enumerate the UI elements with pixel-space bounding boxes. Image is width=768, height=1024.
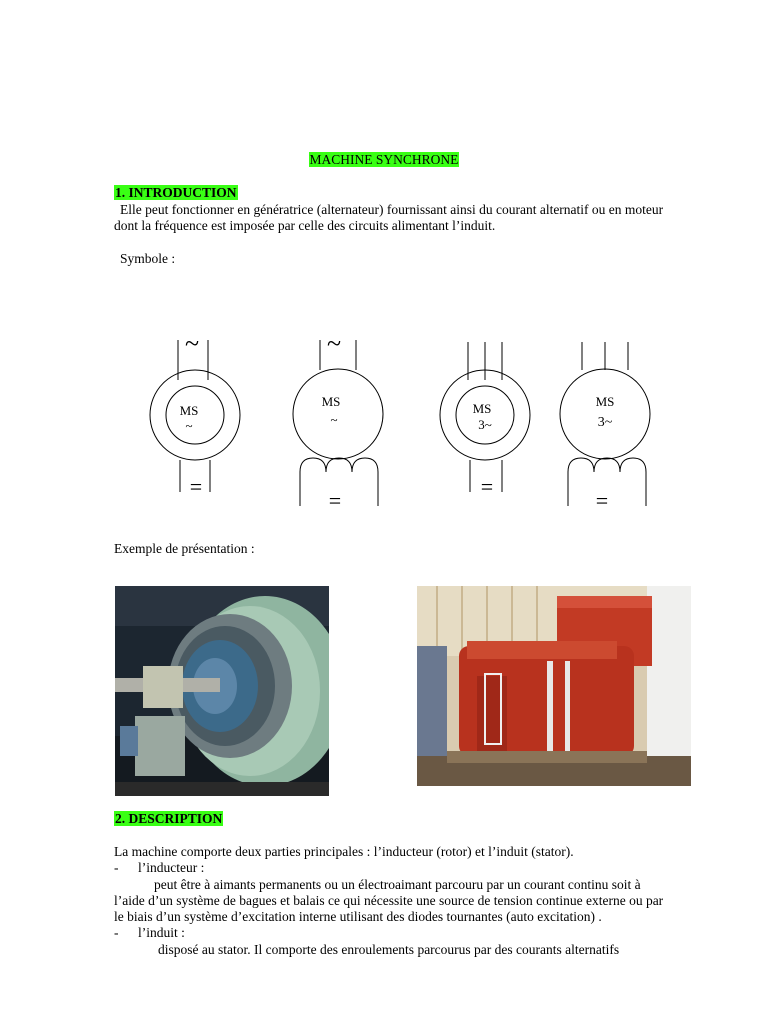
bullet-dash: -	[114, 925, 119, 940]
symbol-ms-three-phase-winding	[550, 330, 660, 510]
symbol-label: Symbole :	[120, 251, 176, 266]
description-line1: La machine comporte deux parties principales : l’inducteur (rotor) et l’induit (stator).	[114, 844, 574, 859]
svg-text:=: =	[595, 488, 609, 510]
svg-text:~: ~	[326, 330, 342, 358]
svg-text:=: =	[480, 474, 494, 499]
induit-line1: disposé au stator. Il comporte des enroulements parcourus par des courants alternatifs	[158, 942, 620, 957]
intro-paragraph-line1: Elle peut fonctionner en génératrice (alternateur) fournissant ainsi du courant alternatif ou en moteur	[120, 202, 664, 217]
svg-text:MS: MS	[179, 403, 199, 418]
section-heading-introduction: 1. INTRODUCTION	[115, 185, 237, 200]
example-label: Exemple de présentation :	[114, 541, 255, 556]
svg-text:~: ~	[185, 418, 193, 433]
page-title: MACHINE SYNCHRONE	[309, 152, 459, 167]
symbol-ms-single-phase-rings	[140, 330, 250, 500]
svg-text:=: =	[189, 474, 203, 499]
bullet-dash: -	[114, 860, 119, 875]
inducteur-line1: peut être à aimants permanents ou un électroaimant parcouru par un courant continu soit à	[154, 877, 641, 892]
photo-synchronous-machine-open	[115, 586, 329, 796]
svg-text:3~: 3~	[478, 417, 492, 432]
svg-text:~: ~	[184, 330, 200, 358]
inducteur-line2: l’aide d’un système de bagues et balais ce qui nécessite une source de tension continue externe ou par	[114, 893, 664, 908]
bullet-inducteur: l’inducteur :	[138, 860, 205, 875]
svg-text:MS: MS	[321, 394, 341, 409]
svg-text:MS: MS	[595, 394, 615, 409]
svg-text:MS: MS	[472, 401, 492, 416]
svg-text:=: =	[328, 488, 342, 510]
svg-text:~: ~	[330, 412, 338, 427]
symbol-ms-single-phase-winding	[280, 330, 390, 510]
photo-red-alternator	[417, 586, 691, 786]
intro-paragraph-line2: dont la fréquence est imposée par celle des circuits alimentant l’induit.	[114, 218, 496, 233]
svg-text:3~: 3~	[597, 415, 613, 430]
inducteur-line3: le biais d’un système d’excitation interne utilisant des diodes tournantes (auto excitation) .	[114, 909, 602, 924]
bullet-induit: l’induit :	[138, 925, 185, 940]
section-heading-description: 2. DESCRIPTION	[115, 811, 223, 826]
symbol-ms-three-phase-rings	[430, 330, 540, 500]
